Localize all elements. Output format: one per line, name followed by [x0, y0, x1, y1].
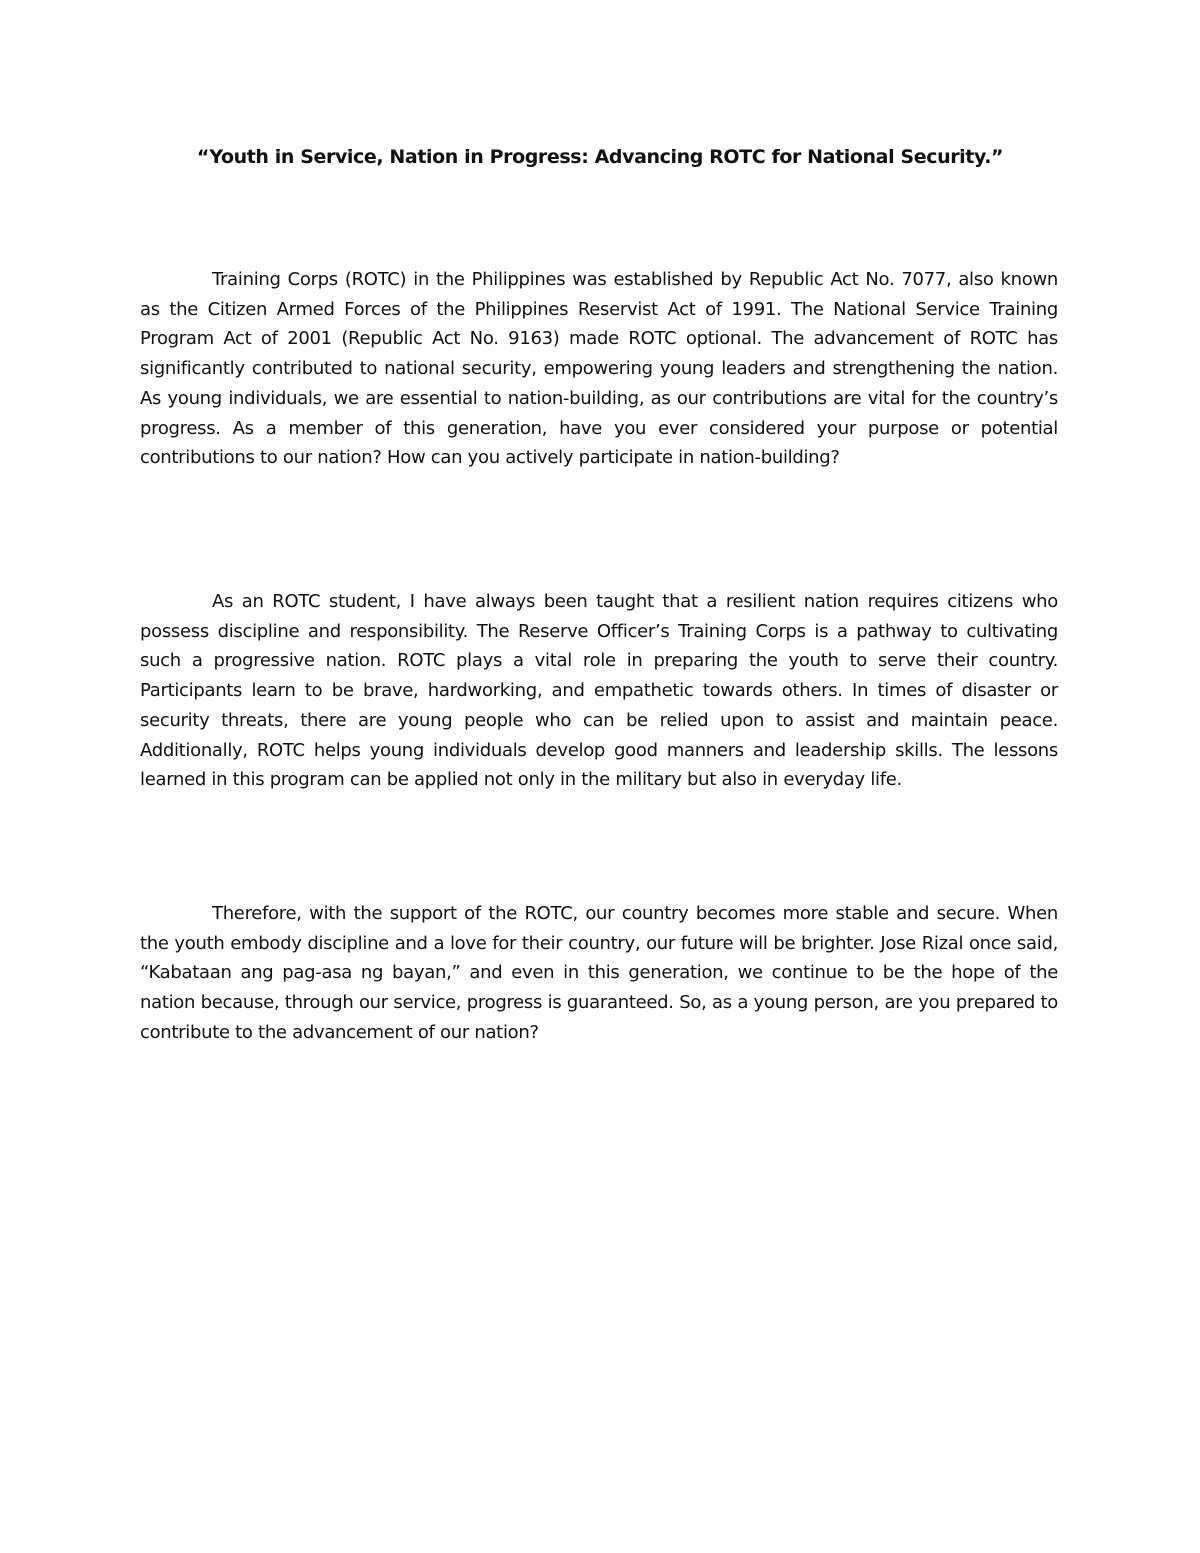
- paragraph-rotc-student: As an ROTC student, I have always been taught that a resilient nation requires citizens who possess discipline and responsibility. The Reserve Officer’s Training Corps is a pathway to cultivating such a progressive nation. ROTC plays a vital role in preparing the youth to serve their country. Participants learn to be brave, hardworking, and empathetic towards others. In times of disaster or security threats, there are young people who can be relied upon to assist and maintain peace. Additionally, ROTC helps young individuals develop good manners and leadership skills. The lessons learned in this program can be applied not only in the military but also in everyday life.: [140, 591, 1058, 791]
- paragraph-rotc-history: Training Corps (ROTC) in the Philippines was established by Republic Act No. 7077, also known as the Citizen Armed Forces of the Philippines Reservist Act of 1991. The National Service Training Program Act of 2001 (Republic Act No. 9163) made ROTC optional. The advancement of ROTC has significantly contributed to national security, empowering young leaders and strengthening the nation. As young individuals, we are essential to nation-building, as our contributions are vital for the country’s progress. As a member of this generation, have you ever considered your purpose or potential contributions to our nation? How can you actively participate in nation-building?: [140, 269, 1058, 469]
- paragraph-conclusion: Therefore, with the support of the ROTC, our country becomes more stable and secure. When the youth embody discipline and a love for their country, our future will be brighter. Jose Rizal once said, “Kabataan ang pag-asa ng bayan,” and even in this generation, we continue to be the hope of the nation because, through our service, progress is guaranteed. So, as a young person, are you prepared to contribute to the advancement of our nation?: [140, 903, 1058, 1043]
- document-title: “Youth in Service, Nation in Progress: Advancing ROTC for National Security.”: [196, 146, 1004, 168]
